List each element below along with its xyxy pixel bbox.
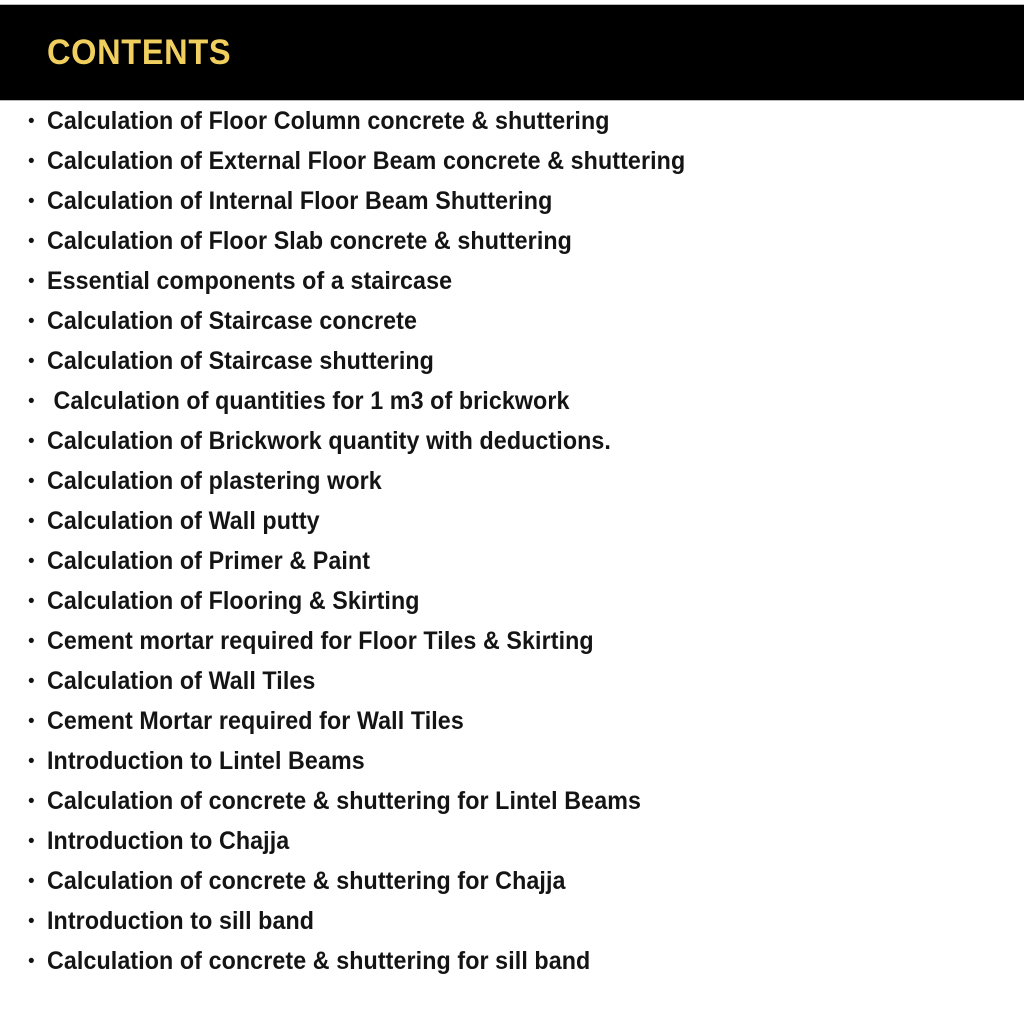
bullet-icon: •	[28, 431, 35, 452]
list-item[interactable]	[0, 741, 1024, 781]
list-item[interactable]	[0, 861, 1024, 901]
bullet-icon: •	[28, 351, 35, 372]
list-item-label: Calculation of Wall Tiles	[47, 667, 316, 695]
list-item[interactable]	[0, 781, 1024, 821]
list-item-label: Calculation of concrete & shuttering for Chajja	[47, 867, 566, 895]
list-item[interactable]	[0, 301, 1024, 341]
list-item-label: Calculation of Staircase shuttering	[47, 347, 434, 375]
bullet-icon: •	[28, 951, 35, 972]
page-title: CONTENTS	[47, 33, 232, 72]
list-item-label: Calculation of Floor Column concrete & shuttering	[47, 107, 610, 135]
list-item[interactable]	[0, 701, 1024, 741]
list-item-label: Calculation of Floor Slab concrete & shuttering	[47, 227, 572, 255]
list-item-label: Calculation of concrete & shuttering for Lintel Beams	[47, 787, 642, 815]
list-item[interactable]	[0, 421, 1024, 461]
list-item-label: Calculation of Staircase concrete	[47, 307, 418, 335]
bullet-icon: •	[28, 631, 35, 652]
list-item[interactable]	[0, 501, 1024, 541]
list-item[interactable]	[0, 581, 1024, 621]
list-item[interactable]	[0, 621, 1024, 661]
list-item-label: Calculation of Brickwork quantity with deductions.	[47, 427, 612, 455]
contents-list	[0, 101, 1024, 981]
list-item-label: Calculation of plastering work	[47, 467, 382, 495]
list-item[interactable]	[0, 141, 1024, 181]
bullet-icon: •	[28, 591, 35, 612]
bullet-icon: •	[28, 551, 35, 572]
list-item[interactable]	[0, 101, 1024, 141]
bullet-icon: •	[28, 911, 35, 932]
list-item-label: Calculation of concrete & shuttering for sill band	[47, 947, 591, 975]
bullet-icon: •	[28, 671, 35, 692]
list-item-label: Introduction to Lintel Beams	[47, 747, 365, 775]
bullet-icon: •	[28, 751, 35, 772]
bullet-icon: •	[28, 511, 35, 532]
list-item[interactable]	[0, 261, 1024, 301]
list-item-label: Cement Mortar required for Wall Tiles	[47, 707, 464, 735]
contents-header-band	[0, 4, 1024, 101]
list-item-label: Cement mortar required for Floor Tiles & Skirting	[47, 627, 594, 655]
bullet-icon: •	[28, 311, 35, 332]
list-item-label: Introduction to sill band	[47, 907, 315, 935]
bullet-icon: •	[28, 471, 35, 492]
bullet-icon: •	[28, 871, 35, 892]
list-item-label: Calculation of Flooring & Skirting	[47, 587, 420, 615]
list-item-label: Calculation of Internal Floor Beam Shuttering	[47, 187, 553, 215]
list-item-label: Calculation of Wall putty	[47, 507, 320, 535]
list-item[interactable]	[0, 461, 1024, 501]
list-item[interactable]	[0, 941, 1024, 981]
list-item-label: Essential components of a staircase	[47, 267, 453, 295]
list-item[interactable]	[0, 901, 1024, 941]
list-item-label: Introduction to Chajja	[47, 827, 290, 855]
list-item[interactable]	[0, 661, 1024, 701]
bullet-icon: •	[28, 111, 35, 132]
list-item-label: Calculation of quantities for 1 m3 of brickwork	[47, 387, 570, 415]
list-item[interactable]	[0, 541, 1024, 581]
bullet-icon: •	[28, 711, 35, 732]
list-item[interactable]	[0, 821, 1024, 861]
list-item-label: Calculation of External Floor Beam concrete & shuttering	[47, 147, 686, 175]
bullet-icon: •	[28, 831, 35, 852]
list-item[interactable]	[0, 221, 1024, 261]
bullet-icon: •	[28, 191, 35, 212]
bullet-icon: •	[28, 391, 35, 412]
list-item-label: Calculation of Primer & Paint	[47, 547, 371, 575]
bullet-icon: •	[28, 271, 35, 292]
list-item[interactable]	[0, 341, 1024, 381]
list-item[interactable]	[0, 381, 1024, 421]
list-item[interactable]	[0, 181, 1024, 221]
bullet-icon: •	[28, 151, 35, 172]
bullet-icon: •	[28, 791, 35, 812]
bullet-icon: •	[28, 231, 35, 252]
